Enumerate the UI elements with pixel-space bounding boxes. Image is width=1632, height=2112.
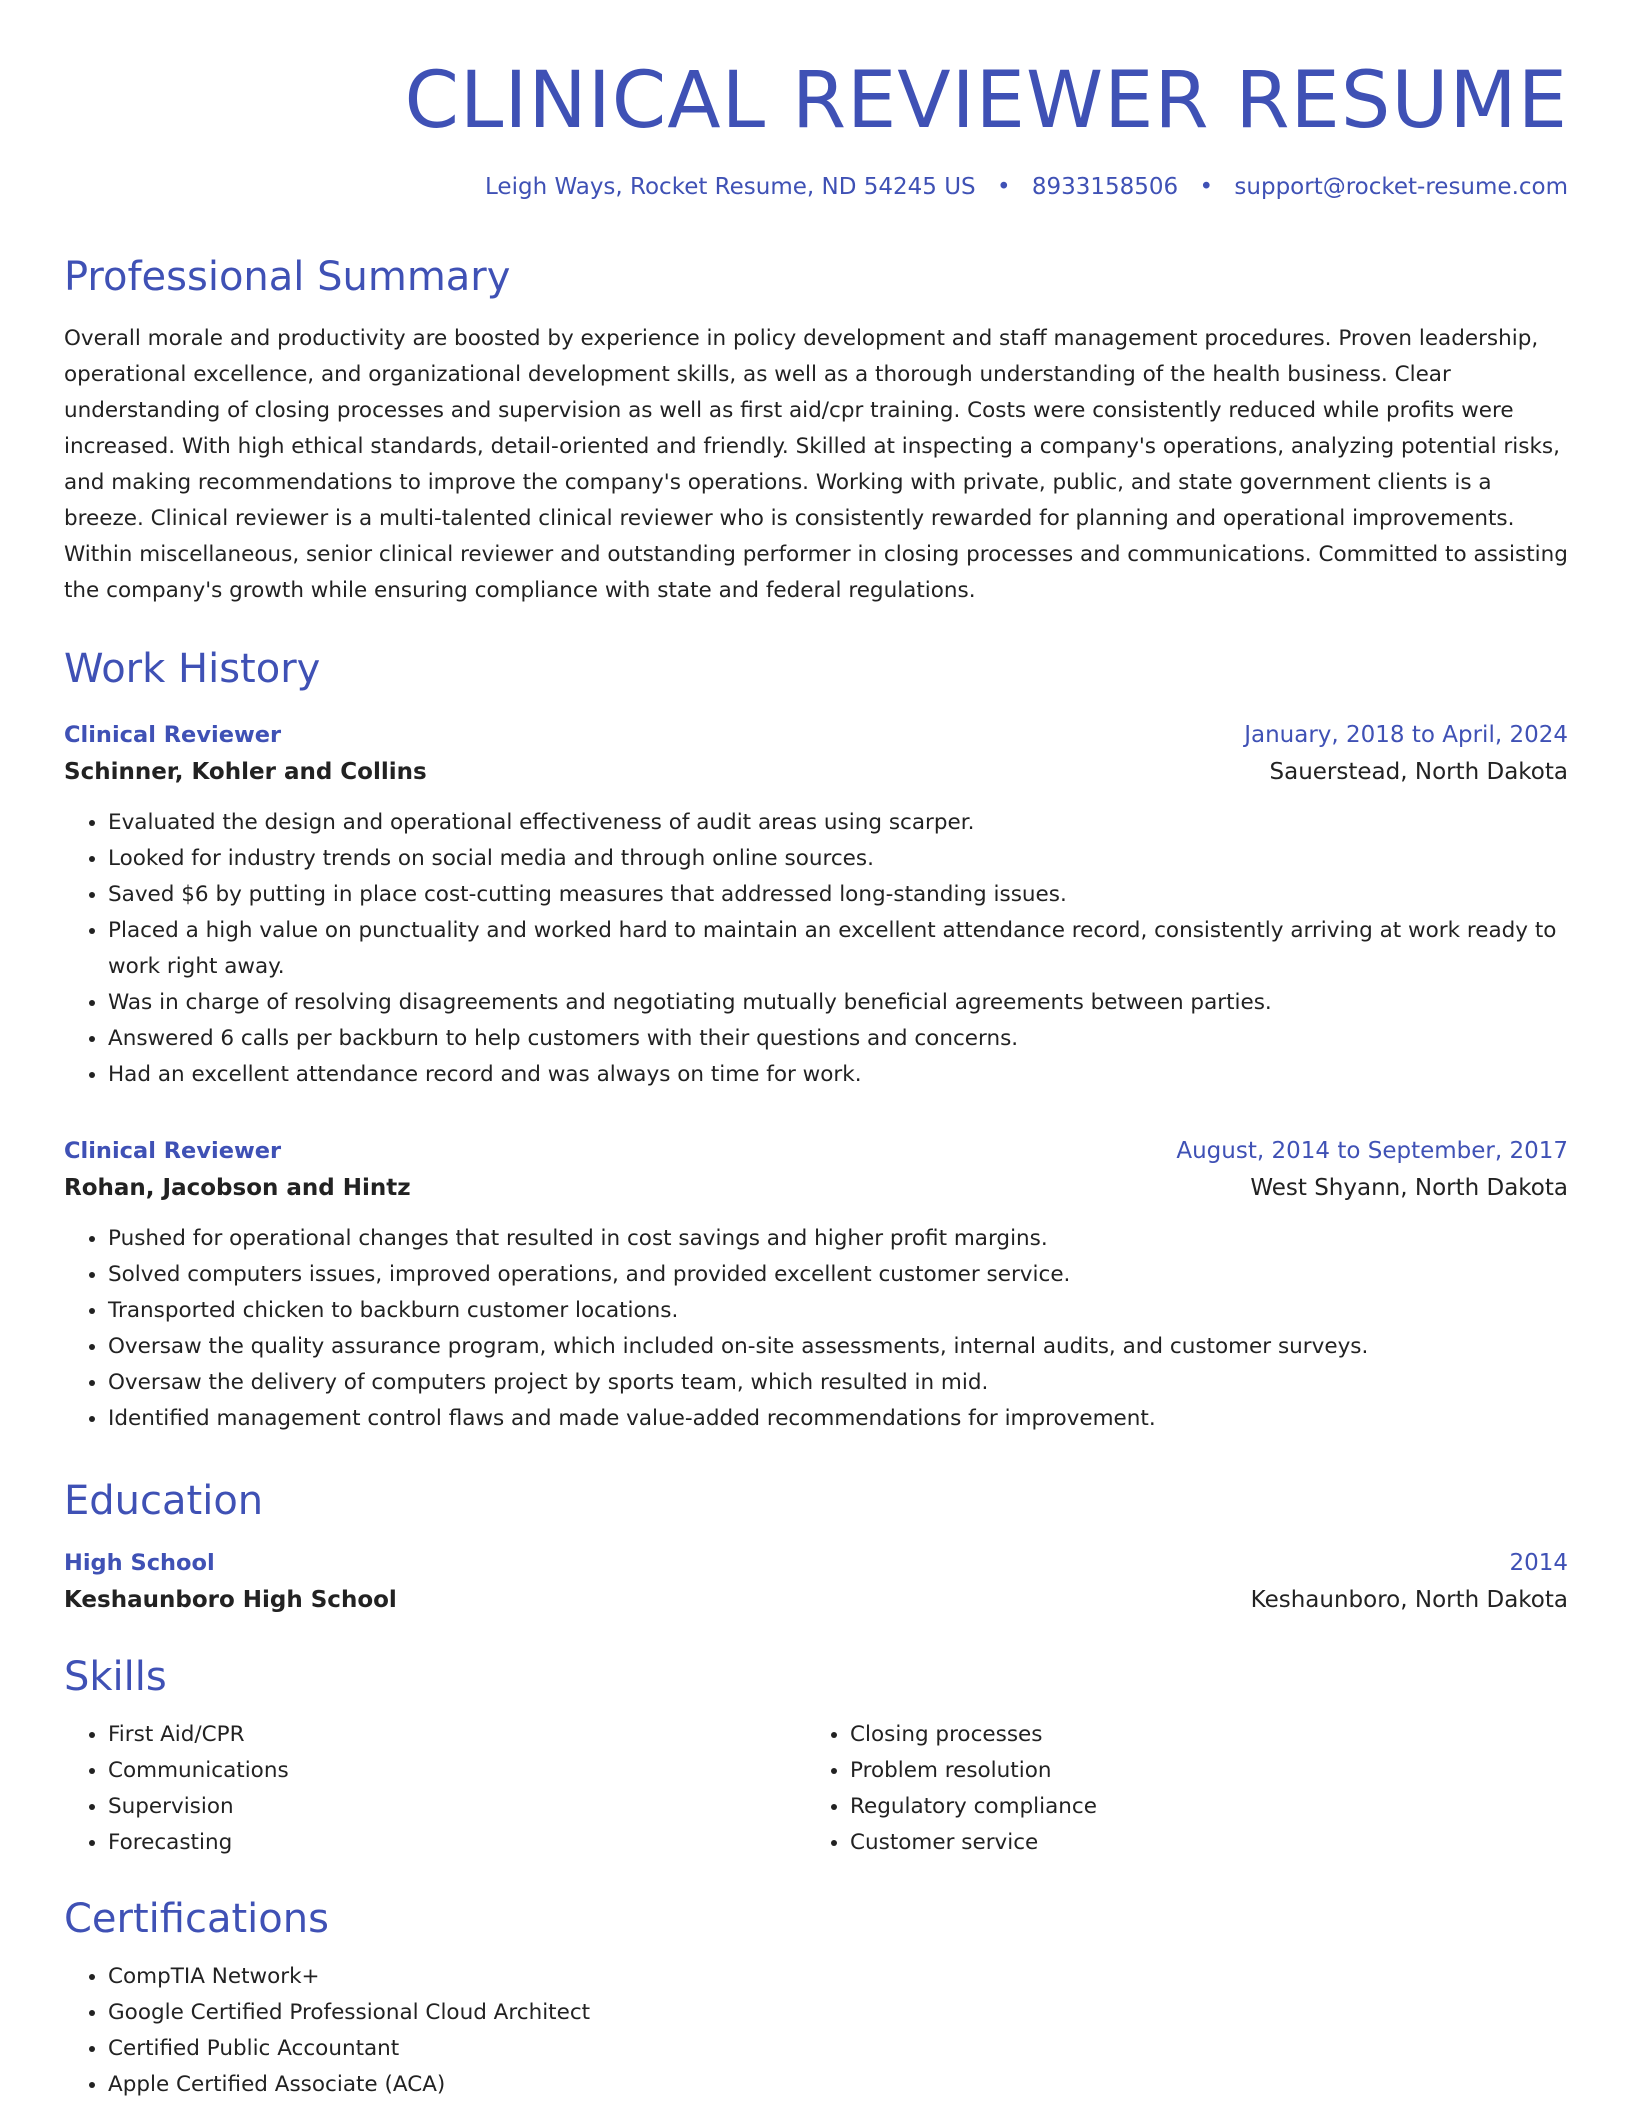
job-dates: January, 2018 to April, 2024 [1244,722,1568,748]
job-entry [64,717,1568,1093]
list-item: • Certified Public Accountant [108,2031,1568,2067]
job-location: Sauerstead, North Dakota [1269,759,1568,785]
list-item: • First Aid/CPR [108,1717,806,1753]
list-item: • Forecasting [108,1825,806,1861]
job-company: Rohan, Jacobson and Hintz [64,1175,411,1201]
job-role: Clinical Reviewer [64,1138,282,1164]
resume-title: CLINICAL REVIEWER RESUME [404,56,1568,146]
list-item: • Placed a high value on punctuality and worked hard to maintain an excellent attendance record, consistently arriving at work ready to work right away. [108,913,1568,985]
section-title-summary: Professional Summary [64,254,511,300]
contact-phone: 8933158506 [1031,174,1179,200]
list-item: • Customer service [850,1825,1548,1861]
list-item: • Identified management control flaws and made value-added recommendations for improvement. [108,1401,1568,1437]
job-dates: August, 2014 to September, 2017 [1176,1138,1568,1164]
job-company: Schinner, Kohler and Collins [64,759,427,785]
job-role: Clinical Reviewer [64,722,282,748]
section-title-certifications: Certifications [64,1896,329,1942]
list-item: • Evaluated the design and operational effectiveness of audit areas using scarper. [108,805,1568,841]
job-location: West Shyann, North Dakota [1250,1175,1568,1201]
education-location: Keshaunboro, North Dakota [1250,1587,1568,1613]
list-item: • Answered 6 calls per backburn to help customers with their questions and concerns. [108,1021,1568,1057]
certifications-list [64,1959,1568,2103]
education-school: Keshaunboro High School [64,1587,397,1613]
skills-list-right [806,1717,1548,1861]
education-degree: High School [64,1550,215,1576]
list-item: • Solved computers issues, improved operations, and provided excellent customer service. [108,1257,1568,1293]
contact-separator: • [996,174,1011,200]
list-item: • Looked for industry trends on social media and through online sources. [108,841,1568,877]
job-entry [64,1133,1568,1437]
list-item: • Google Certified Professional Cloud Architect [108,1995,1568,2031]
job-bullets [64,1221,1568,1437]
skills-list-left [64,1717,806,1861]
list-item: • Apple Certified Associate (ACA) [108,2067,1568,2103]
contact-email: support@rocket-resume.com [1234,174,1568,200]
education-entry [64,1545,1568,1619]
list-item: • Supervision [108,1789,806,1825]
contact-line [64,176,1568,199]
list-item: • Was in charge of resolving disagreements and negotiating mutually beneficial agreements between parties. [108,985,1568,1021]
list-item: • Had an excellent attendance record and was always on time for work. [108,1057,1568,1093]
list-item: • Pushed for operational changes that resulted in cost savings and higher profit margins. [108,1221,1568,1257]
education-year: 2014 [1509,1550,1568,1576]
skills-columns [64,1717,1568,1861]
section-title-skills: Skills [64,1654,167,1700]
section-title-work-history: Work History [64,646,321,692]
list-item: • Communications [108,1753,806,1789]
list-item: • Oversaw the quality assurance program, which included on-site assessments, internal audits, and customer surveys. [108,1329,1568,1365]
list-item: • Regulatory compliance [850,1789,1548,1825]
list-item: • Oversaw the delivery of computers project by sports team, which resulted in mid. [108,1365,1568,1401]
list-item: • Saved $6 by putting in place cost-cutting measures that addressed long-standing issues. [108,877,1568,913]
job-bullets [64,805,1568,1093]
contact-address: Leigh Ways, Rocket Resume, ND 54245 US [485,174,976,200]
list-item: • Closing processes [850,1717,1548,1753]
list-item: • Transported chicken to backburn customer locations. [108,1293,1568,1329]
list-item: • CompTIA Network+ [108,1959,1568,1995]
contact-separator: • [1199,174,1214,200]
list-item: • Problem resolution [850,1753,1548,1789]
summary-text: Overall morale and productivity are boosted by experience in policy development and staff management procedures. Proven leadership, operational excellence, and organizational development skills, as well as a thorough understanding of the health business. Clear understanding of closing processes and supervision as well as first aid/cpr training. Costs were consistently reduced while profits were increased. With high ethical standards, detail-oriented and friendly. Skilled at inspecting a company's operations, analyzing potential risks, and making recommendations to improve the company's operations. Working with private, public, and state government clients is a breeze. Clinical reviewer is a multi-talented clinical reviewer who is consistently rewarded for planning and operational improvements. Within miscellaneous, senior clinical reviewer and outstanding performer in closing processes and communications. Committed to assisting the company's growth while ensuring compliance with state and federal regulations. [64,326,1568,603]
section-title-education: Education [64,1478,264,1524]
